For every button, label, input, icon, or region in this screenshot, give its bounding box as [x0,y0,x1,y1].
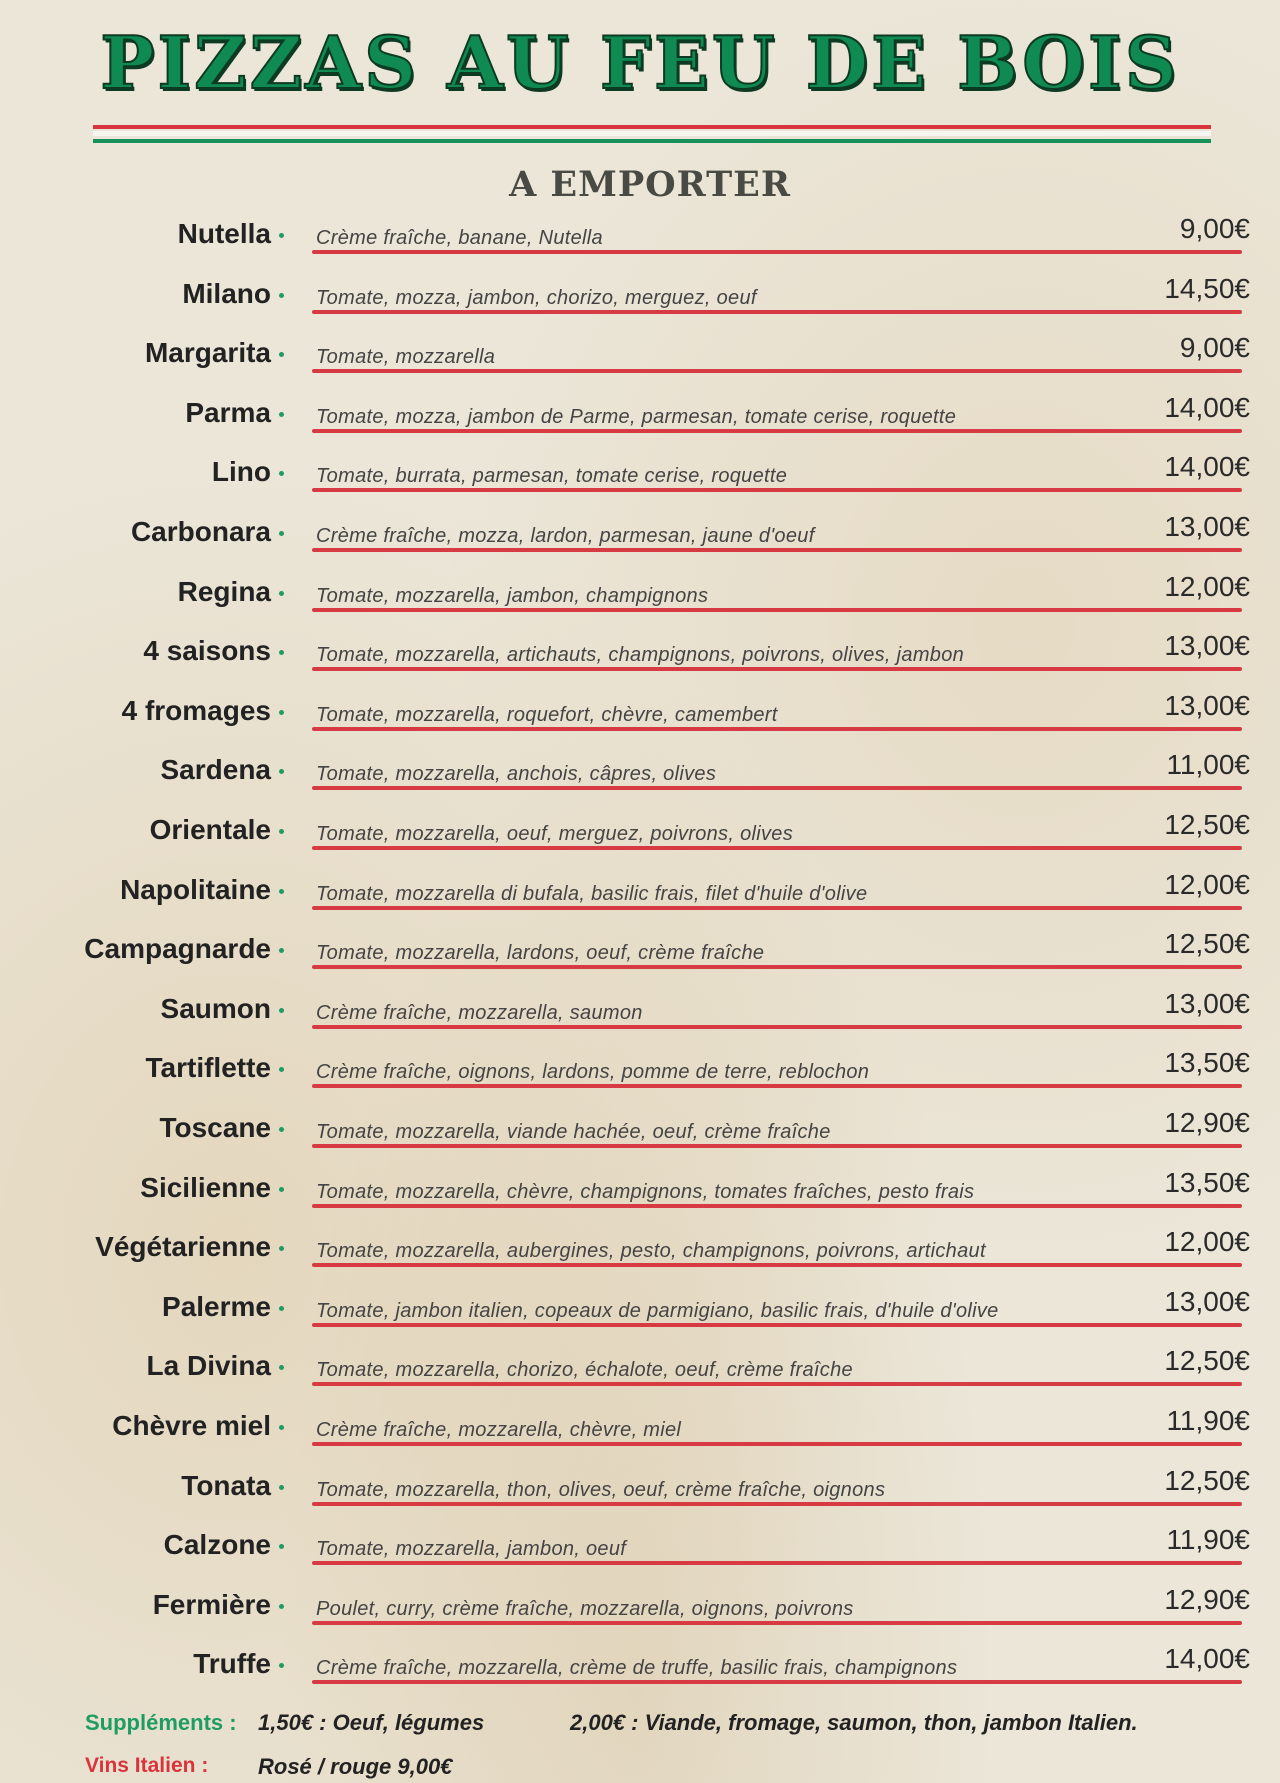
pizza-name: Végétarienne [95,1231,271,1263]
pizza-price: 12,50€ [1164,928,1250,960]
pizza-price: 12,50€ [1164,1464,1250,1496]
pizza-name: Truffe [193,1648,271,1680]
pizza-price: 12,00€ [1164,570,1250,602]
pizza-ingredients: Crème fraîche, mozzarella, chèvre, miel [316,1419,682,1441]
row-underline [312,608,1242,612]
pizza-name: Milano [182,277,271,309]
menu-row [0,980,1280,1040]
row-underline [312,1263,1242,1267]
pizza-ingredients: Tomate, mozzarella, lardons, oeuf, crème fraîche [316,942,765,965]
menu-subtitle: A EMPORTER [509,164,791,205]
pizza-name: Carbonara [130,516,271,547]
pizza-ingredients: Tomate, mozzarella, thon, olives, oeuf, crème fraîche, oignons [316,1478,886,1501]
row-underline [312,429,1242,433]
menu-row [0,563,1280,623]
pizza-name: Tonata [181,1469,271,1501]
pizza-ingredients: Tomate, mozzarella di bufala, basilic frais, filet d'huile d'olive [316,882,868,905]
bullet-dot [279,531,284,536]
bullet-dot [279,829,284,834]
row-underline [312,965,1242,969]
bullet-dot [279,1604,284,1609]
pizza-name: 4 fromages [121,694,271,726]
row-underline [312,667,1242,671]
pizza-ingredients: Tomate, mozzarella, chèvre, champignons, tomates fraîches, pesto frais [316,1180,975,1203]
pizza-name: Tartiflette [145,1052,271,1084]
row-underline [312,548,1242,552]
pizza-name: Regina [177,575,271,607]
bullet-dot [279,471,284,476]
row-underline [312,1025,1242,1029]
pizza-ingredients: Tomate, mozzarella, anchois, câpres, olives [316,763,717,786]
pizza-name: Fermière [152,1588,271,1620]
pizza-name: Sicilienne [140,1171,271,1203]
row-underline [312,786,1242,790]
pizza-ingredients: Tomate, mozzarella, viande hachée, oeuf, crème fraîche [316,1121,831,1143]
pizza-price: 13,00€ [1164,511,1250,542]
pizza-price: 13,50€ [1164,1166,1250,1198]
pizza-price: 12,00€ [1164,868,1250,900]
pizza-name: Sardena [160,754,271,786]
pizza-name: Saumon [160,992,271,1024]
menu-title: PIZZAS AU FEU DE BOIS [100,20,1180,105]
pizza-ingredients: Tomate, mozzarella, oeuf, merguez, poivrons, olives [316,823,793,845]
menu-row [0,443,1280,503]
pizza-price: 13,00€ [1164,689,1250,721]
pizza-price: 12,50€ [1164,809,1250,840]
pizza-ingredients: Tomate, jambon italien, copeaux de parmigiano, basilic frais, d'huile d'olive [316,1299,999,1322]
menu-row [0,1516,1280,1576]
pizza-name: Nutella [177,218,271,249]
flag-stripe-red [93,125,1211,129]
pizza-price: 12,90€ [1164,1583,1250,1615]
flag-stripe-white [93,131,1211,136]
menu-row [0,920,1280,980]
menu-row [0,1337,1280,1397]
row-underline [312,1442,1242,1446]
row-underline [312,1680,1242,1684]
menu-row [0,1099,1280,1159]
pizza-ingredients: Crème fraîche, oignons, lardons, pomme de terre, reblochon [316,1061,870,1084]
bullet-dot [279,1187,284,1192]
pizza-ingredients: Crème fraîche, mozzarella, crème de truffe, basilic frais, champignons [316,1657,958,1680]
pizza-ingredients: Tomate, mozzarella, roquefort, chèvre, camembert [316,703,778,726]
pizza-price: 13,00€ [1164,987,1250,1019]
menu-row [0,503,1280,563]
bullet-dot [279,1365,284,1370]
pizza-price: 9,00€ [1179,332,1250,364]
pizza-price: 14,50€ [1164,272,1250,304]
pizza-ingredients: Tomate, mozzarella [316,346,496,369]
bullet-dot [279,293,284,298]
row-underline [312,727,1242,731]
menu-row [0,1218,1280,1278]
pizza-name: La Divina [146,1350,271,1382]
row-underline [312,1204,1242,1208]
pizza-ingredients: Tomate, mozzarella, chorizo, échalote, oeuf, crème fraîche [316,1359,853,1382]
pizza-price: 11,00€ [1166,749,1250,781]
pizza-price: 9,00€ [1179,213,1250,244]
bullet-dot [279,412,284,417]
menu-row [0,1576,1280,1636]
row-underline [312,1144,1242,1148]
pizza-ingredients: Tomate, burrata, parmesan, tomate cerise, roquette [316,465,788,488]
pizza-name: Chèvre miel [112,1410,271,1441]
pizza-ingredients: Tomate, mozzarella, aubergines, pesto, champignons, poivrons, artichaut [316,1240,986,1263]
pizza-price: 13,00€ [1164,1285,1250,1317]
pizza-ingredients: Poulet, curry, crème fraîche, mozzarella, oignons, poivrons [316,1597,854,1620]
pizza-ingredients: Tomate, mozzarella, artichauts, champignons, poivrons, olives, jambon [316,644,965,667]
row-underline [312,846,1242,850]
pizza-ingredients: Crème fraîche, mozza, lardon, parmesan, jaune d'oeuf [316,525,815,547]
bullet-dot [279,1067,284,1072]
pizza-ingredients: Crème fraîche, mozzarella, saumon [316,1001,643,1024]
menu-row [0,265,1280,325]
pizza-name: Calzone [163,1529,271,1561]
bullet-dot [279,948,284,953]
supplements-price-b: 2,00€ : Viande, fromage, saumon, thon, jambon Italien. [570,1710,1138,1735]
row-underline [312,1084,1242,1088]
pizza-price: 13,00€ [1164,630,1250,662]
pizza-name: Campagnarde [84,933,271,965]
pizza-name: Margarita [144,337,271,369]
pizza-price: 12,90€ [1164,1107,1250,1138]
pizza-price: 11,90€ [1166,1524,1250,1556]
menu-row [0,1635,1280,1695]
pizza-name: Lino [211,456,271,488]
row-underline [312,250,1242,254]
pizza-ingredients: Tomate, mozzarella, jambon, champignons [316,584,709,607]
menu-row [0,1278,1280,1338]
flag-stripe-green [93,139,1211,143]
menu-row [0,205,1280,265]
pizza-ingredients: Tomate, mozza, jambon de Parme, parmesan, tomate cerise, roquette [316,405,957,428]
bullet-dot [279,1008,284,1013]
bullet-dot [279,1306,284,1311]
bullet-dot [279,1663,284,1668]
bullet-dot [279,1246,284,1251]
pizza-price: 12,00€ [1164,1226,1250,1258]
pizza-price: 11,90€ [1166,1405,1250,1436]
pizza-price: 14,00€ [1164,451,1250,483]
pizza-name: Parma [185,396,271,428]
menu-row [0,1457,1280,1517]
wine-label: Vins Italien : [85,1754,209,1777]
pizza-price: 12,50€ [1164,1345,1250,1377]
bullet-dot [279,591,284,596]
bullet-dot [279,889,284,894]
row-underline [312,488,1242,492]
bullet-dot [279,352,284,357]
row-underline [312,310,1242,314]
bullet-dot [279,233,284,238]
pizza-ingredients: Tomate, mozzarella, jambon, oeuf [316,1538,627,1561]
menu-row [0,1397,1280,1457]
pizza-name: 4 saisons [143,635,271,667]
pizza-name: Palerme [162,1290,271,1322]
row-underline [312,1502,1242,1506]
pizza-ingredients: Tomate, mozza, jambon, chorizo, merguez, oeuf [316,286,757,309]
row-underline [312,1323,1242,1327]
bullet-dot [279,1425,284,1430]
menu-row [0,1039,1280,1099]
supplements-price-a: 1,50€ : Oeuf, légumes [258,1710,485,1735]
menu-row [0,682,1280,742]
bullet-dot [279,650,284,655]
pizza-name: Orientale [149,814,271,845]
menu-row [0,384,1280,444]
pizza-name: Napolitaine [120,873,271,905]
pizza-price: 14,00€ [1164,391,1250,423]
bullet-dot [279,1485,284,1490]
menu-row [0,622,1280,682]
bullet-dot [279,710,284,715]
bullet-dot [279,1127,284,1132]
row-underline [312,906,1242,910]
menu-row [0,861,1280,921]
row-underline [312,1621,1242,1625]
menu-row [0,741,1280,801]
row-underline [312,1561,1242,1565]
bullet-dot [279,769,284,774]
bullet-dot [279,1544,284,1549]
pizza-price: 14,00€ [1164,1643,1250,1675]
menu-row [0,1159,1280,1219]
row-underline [312,369,1242,373]
supplements-label: Suppléments : [85,1710,237,1735]
pizza-name: Toscane [159,1112,271,1143]
pizza-price: 13,50€ [1164,1047,1250,1079]
row-underline [312,1382,1242,1386]
wine-price: Rosé / rouge 9,00€ [258,1754,453,1779]
menu-row [0,324,1280,384]
menu-row [0,801,1280,861]
pizza-ingredients: Crème fraîche, banane, Nutella [316,227,603,249]
